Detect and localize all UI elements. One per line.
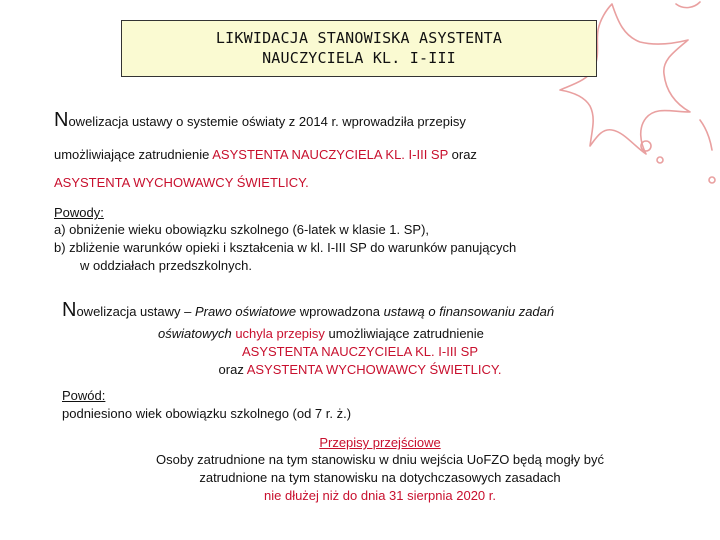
decorative-curl: [700, 120, 712, 150]
section1-line2-text: umożliwiające zatrudnienie: [54, 147, 213, 162]
reasons-heading: Powody:: [54, 205, 104, 220]
section2-act-name-cont: oświatowych: [158, 326, 232, 341]
reason-item-b: b) zbliżenie warunków opieki i kształcenia w kl. I-III SP do warunków panujących: [54, 240, 517, 255]
section2-line4: [160, 362, 560, 378]
section2-line4-text: oraz: [218, 362, 247, 377]
section2-repeals: uchyla przepisy: [231, 326, 325, 341]
reason2-heading: Powód:: [62, 388, 106, 403]
section2-line2: [158, 326, 484, 342]
title-line-1: LIKWIDACJA STANOWISKA ASYSTENTA: [215, 29, 503, 47]
section2-text-b: wprowadzona: [296, 304, 384, 319]
section2-line2-end: umożliwiające zatrudnienie: [324, 326, 484, 341]
decorative-circle: [709, 177, 715, 183]
section2-line1: [62, 299, 555, 321]
section1-text: owelizacja ustawy o systemie oświaty z 2014 r. wprowadziła przepisy: [68, 114, 466, 129]
section1-initial: N: [54, 109, 69, 131]
title-line-2: NAUCZYCIELA KL. I-III: [262, 49, 456, 67]
section2-law-name: Prawo oświatowe: [194, 304, 297, 319]
title-box: [121, 20, 597, 77]
section2-initial: N: [62, 299, 77, 321]
section1-line2: [54, 147, 477, 163]
section2-line3: ASYSTENTA NAUCZYCIELA KL. I-III SP: [242, 344, 478, 359]
decorative-circle: [657, 157, 663, 163]
reason-item-b-cont: w oddziałach przedszkolnych.: [80, 258, 252, 273]
reason-item-a: a) obniżenie wieku obowiązku szkolnego (6-latek w klasie 1. SP),: [54, 222, 430, 237]
transition-line3: nie dłużej niż do dnia 31 sierpnia 2020 r.: [264, 488, 496, 503]
section2-text-a: owelizacja ustawy –: [76, 304, 195, 319]
transition-line2: zatrudnione na tym stanowisku na dotychczasowych zasadach: [199, 470, 561, 485]
transition-line1: Osoby zatrudnione na tym stanowisku w dniu wejścia UoFZO będą mogły być: [156, 452, 604, 467]
section2-act-name: ustawą o finansowaniu zadań: [383, 304, 555, 319]
transition-heading: Przepisy przejściowe: [319, 435, 441, 450]
section1-line2-end: oraz: [448, 147, 477, 162]
decorative-swirl: [676, 2, 700, 8]
section1-line1: [54, 109, 466, 131]
section2-line4-red: ASYSTENTA WYCHOWAWCY ŚWIETLICY.: [246, 362, 502, 377]
section1-line3: ASYSTENTA WYCHOWAWCY ŚWIETLICY.: [54, 175, 309, 190]
reason2-text: podniesiono wiek obowiązku szkolnego (od 7 r. ż.): [62, 406, 352, 421]
section1-line2-red: ASYSTENTA NAUCZYCIELA KL. I-III SP: [212, 147, 449, 162]
